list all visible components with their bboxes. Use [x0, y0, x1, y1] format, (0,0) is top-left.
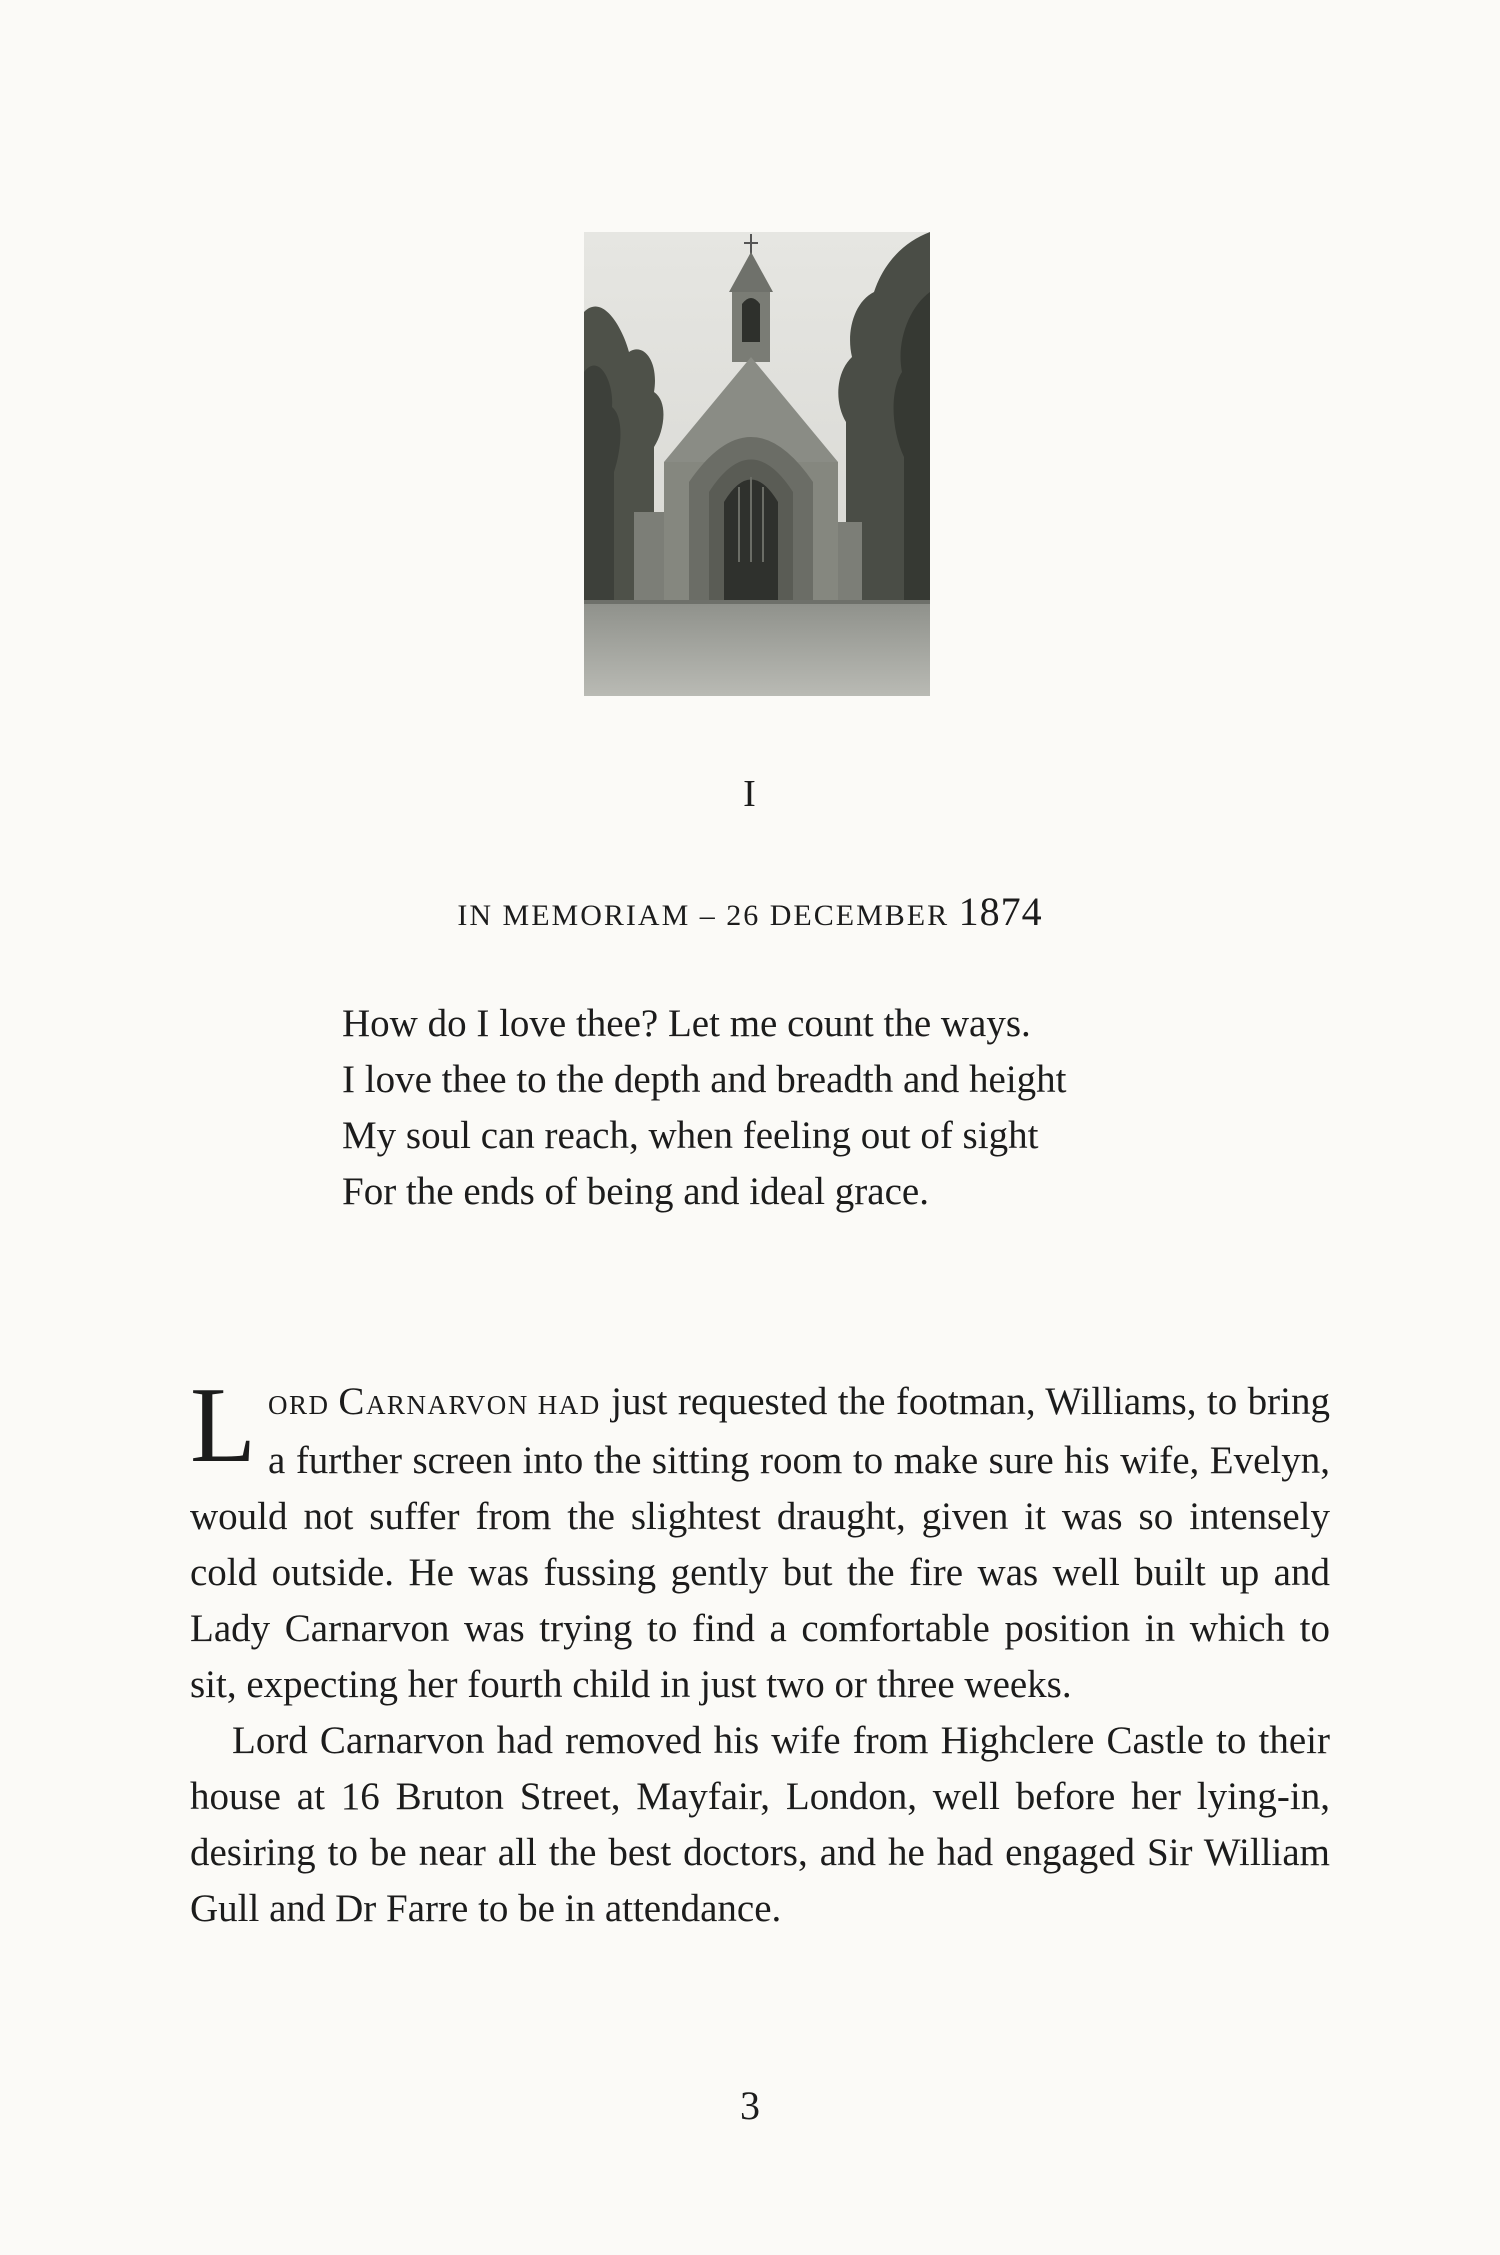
- epigraph-poem: [342, 996, 1067, 1220]
- drop-cap: L: [190, 1366, 256, 1485]
- paragraph-text: just requested the footman, Williams, to bring a further screen into the sitting room to make sure his wife, Evelyn, would not suffer from the slightest draught, given it was so intensely cold outside. He was fussing gently but the fire was well built up and Lady Carnarvon was trying to find a comfortable position in which to sit, expecting her fourth child in just two or three weeks.: [190, 1380, 1330, 1706]
- page-number: 3: [740, 2083, 760, 2128]
- chapter-number: I: [743, 773, 757, 815]
- epigraph-line: I love thee to the depth and breadth and height: [342, 1058, 1067, 1101]
- lead-in-small-caps: [267, 1380, 601, 1423]
- paragraph: [190, 1366, 1330, 1713]
- chapter-title-text: IN MEMORIAM – 26 DECEMBER: [457, 899, 950, 932]
- epigraph-line: For the ends of being and ideal grace.: [342, 1170, 929, 1213]
- lead-in-part: ARNARVON HAD: [365, 1390, 601, 1420]
- chapter-title-year: 1874: [958, 889, 1043, 934]
- epigraph-line: How do I love thee? Let me count the ways.: [342, 1002, 1031, 1045]
- body-text: [190, 1366, 1330, 1937]
- lead-in-capital: C: [338, 1380, 366, 1423]
- church-photograph: [584, 232, 930, 696]
- lead-in-part: ORD: [267, 1390, 339, 1420]
- epigraph-line: My soul can reach, when feeling out of sight: [342, 1114, 1039, 1157]
- chapter-title: [0, 888, 1500, 935]
- paragraph: Lord Carnarvon had removed his wife from Highclere Castle to their house at 16 Bruton Street, Mayfair, London, well before her lying-in, desiring to be near all the best doctors, and he had engaged Sir William Gull and Dr Farre to be in attendance.: [190, 1719, 1330, 1930]
